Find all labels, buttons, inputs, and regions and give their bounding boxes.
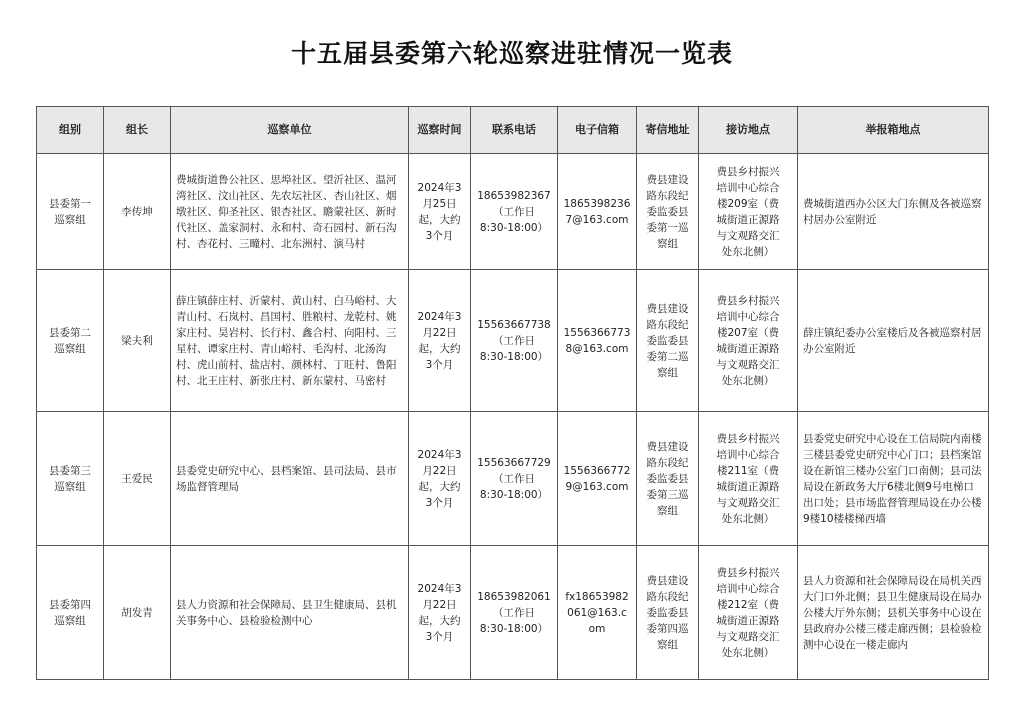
cell-group: 县委第三 巡察组 [37,412,104,546]
cell-visit: 费县乡村振兴 培训中心综合 楼207室（费 城街道正源路 与文观路交汇 处东北侧） [699,270,798,412]
cell-leader: 梁夫利 [104,270,171,412]
cell-visit: 费县乡村振兴 培训中心综合 楼212室（费 城街道正源路 与文观路交汇 处东北侧） [699,546,798,680]
header-time: 巡察时间 [409,107,471,154]
header-email: 电子信箱 [558,107,637,154]
cell-visit: 费县乡村振兴 培训中心综合 楼209室（费 城街道正源路 与文观路交汇 处东北侧） [699,154,798,270]
cell-leader: 胡发青 [104,546,171,680]
header-address: 寄信地址 [637,107,699,154]
cell-box: 费城街道西办公区大门东侧及各被巡察村居办公室附近 [798,154,989,270]
cell-time: 2024年3 月22日 起，大约 3个月 [409,412,471,546]
cell-units: 薛庄镇薛庄村、沂蒙村、黄山村、白马峪村、大青山村、石岚村、昌国村、胜粮村、龙乾村、姚家庄村、昊岩村、长行村、鑫合村、向阳村、三星村、谭家庄村、青山峪村、毛沟村、北汤沟村、虎山前村、盐店村、颜林村、丁旺村、鲁阳村、北王庄村、新张庄村、新东蒙村、马密村 [171,270,409,412]
inspection-table [36,106,989,680]
cell-group: 县委第一 巡察组 [37,154,104,270]
cell-email[interactable]: 1556366772 9@163.com [558,412,637,546]
header-units: 巡察单位 [171,107,409,154]
cell-time: 2024年3 月25日 起，大约 3个月 [409,154,471,270]
cell-phone: 18653982061 （工作日 8:30-18:00） [471,546,558,680]
cell-email[interactable]: 1556366773 8@163.com [558,270,637,412]
cell-leader: 李传坤 [104,154,171,270]
page-title: 十五届县委第六轮巡察进驻情况一览表 [290,39,733,68]
header-group: 组别 [37,107,104,154]
cell-address: 费县建设 路东段纪 委监委县 委第三巡 察组 [637,412,699,546]
table-row [37,270,989,412]
cell-group: 县委第二 巡察组 [37,270,104,412]
cell-group: 县委第四 巡察组 [37,546,104,680]
cell-box: 县委党史研究中心设在工信局院内南楼三楼县委党史研究中心门口；县档案馆设在新馆三楼办公室门口南侧；县司法局设在新政务大厅6楼北侧9号电梯口出口处；县市场监督管理局设在办公楼9楼10楼楼梯西墙 [798,412,989,546]
cell-time: 2024年3 月22日 起，大约 3个月 [409,270,471,412]
cell-box: 县人力资源和社会保障局设在局机关西大门口外北侧；县卫生健康局设在局办公楼大厅外东侧；县机关事务中心设在县政府办公楼三楼走廊西侧；县检验检测中心设在一楼走廊内 [798,546,989,680]
header-phone: 联系电话 [471,107,558,154]
cell-address: 费县建设 路东段纪 委监委县 委第一巡 察组 [637,154,699,270]
cell-phone: 15563667729 （工作日 8:30-18:00） [471,412,558,546]
cell-email[interactable]: fx18653982 061@163.c om [558,546,637,680]
cell-time: 2024年3 月22日 起，大约 3个月 [409,546,471,680]
cell-units: 县人力资源和社会保障局、县卫生健康局、县机关事务中心、县检验检测中心 [171,546,409,680]
cell-units: 县委党史研究中心、县档案馆、县司法局、县市场监督管理局 [171,412,409,546]
cell-address: 费县建设 路东段纪 委监委县 委第四巡 察组 [637,546,699,680]
cell-email[interactable]: 1865398236 7@163.com [558,154,637,270]
table-row [37,154,989,270]
cell-phone: 18653982367 （工作日 8:30-18:00） [471,154,558,270]
table-row [37,546,989,680]
header-leader: 组长 [104,107,171,154]
header-visit: 接访地点 [699,107,798,154]
cell-box: 薛庄镇纪委办公室楼后及各被巡察村居办公室附近 [798,270,989,412]
header-row [37,107,989,154]
cell-units: 费城街道鲁公社区、思埠社区、望沂社区、温河湾社区、汶山社区、先农坛社区、杏山社区、烟墩社区、仰圣社区、银杏社区、瞻蒙社区、新时代社区、盖家洞村、永和村、奇石园村、新石沟村、杏花村、三疃村、北东洲村、演马村 [171,154,409,270]
table-row [37,412,989,546]
cell-visit: 费县乡村振兴 培训中心综合 楼211室（费 城街道正源路 与文观路交汇 处东北侧） [699,412,798,546]
header-box: 举报箱地点 [798,107,989,154]
cell-phone: 15563667738 （工作日 8:30-18:00） [471,270,558,412]
cell-leader: 王爱民 [104,412,171,546]
cell-address: 费县建设 路东段纪 委监委县 委第二巡 察组 [637,270,699,412]
